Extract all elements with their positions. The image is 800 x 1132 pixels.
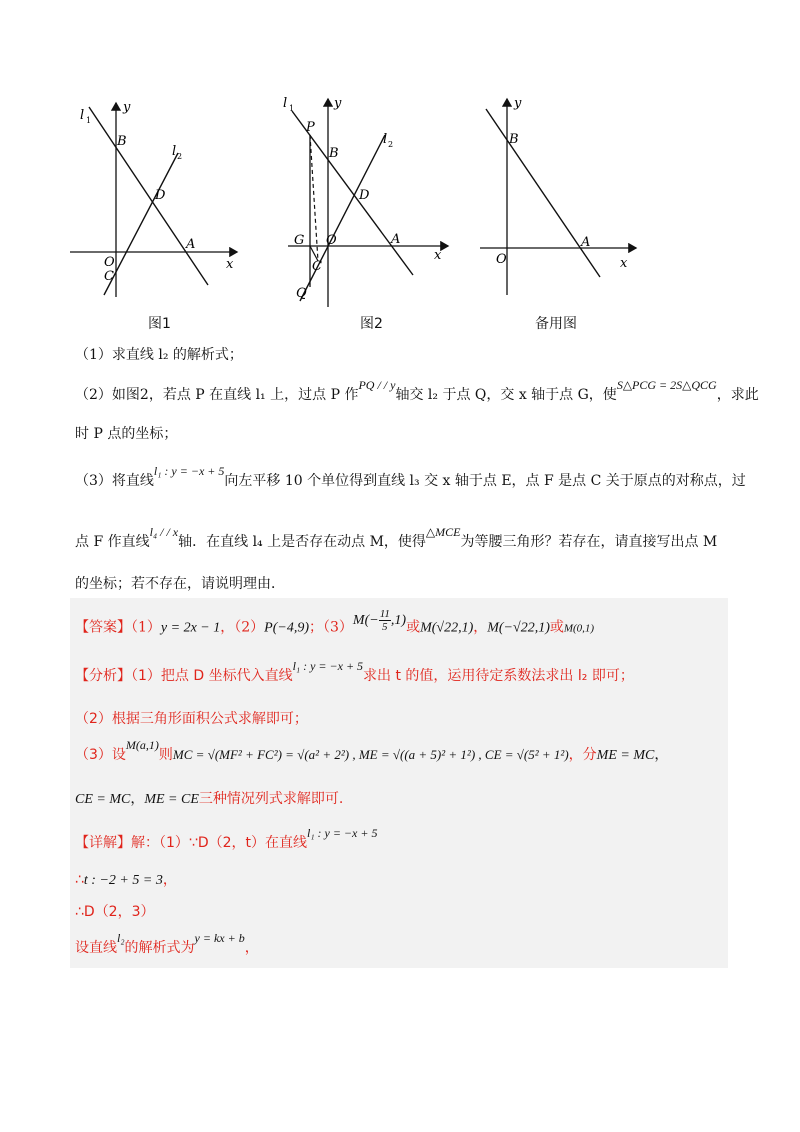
answer-or-1: 或 [406,619,421,636]
label-O: O [326,233,337,248]
figure-3-caption: 备用图 [535,316,577,332]
detail-math-ykxb: y = kx + b [194,931,245,945]
label-A: A [581,235,591,250]
analysis-line-1 [75,659,634,687]
label-l2-sub: 2 [388,140,394,149]
analysis-line-2: （2）根据三角形面积公式求解即可； [75,711,308,727]
label-C: C [104,269,114,284]
label-B: B [509,132,519,147]
detail-comma-2: ， [244,940,259,956]
label-B: B [329,146,339,161]
figure-1-graph [60,95,250,305]
answer-part-3-expr-1 [352,608,407,633]
answer-part-1-label: （1） [131,619,161,636]
q2-math-pq: PQ / / y [358,378,396,392]
label-O: O [496,252,507,267]
detail-line-1 [75,826,378,854]
m1-post: ,1) [390,612,407,628]
detail-line-3: ∴D（2，3） [75,904,155,920]
frac-den: 5 [382,621,388,633]
label-P: P [306,120,315,135]
detail-text-1: 解：（1）∵D（2，t）在直线 [131,835,307,851]
q3-text-b: 向左平移 10 个单位得到直线 l₃ 交 x 轴于点 E，点 F 是点 C 关于原点的对称点，过 [224,473,746,489]
figures-row [60,95,660,335]
analysis-text-1: （1）把点 D 坐标代入直线 [131,668,293,684]
answer-part-2-expr: P(−4,9) [264,620,309,636]
figure-2-graph [280,95,460,315]
detail-comma: ， [162,872,177,888]
q3-text-c: 点 F 作直线 [75,534,150,550]
detail-text-4: 设直线 [75,940,117,956]
analysis-text-4: （3）设 [75,747,126,763]
label-O: O [104,255,115,270]
answer-tag: 【答案】 [75,619,131,636]
detail-therefore-1: ∴ [75,872,84,888]
label-l1: l [283,96,288,111]
analysis-math-formulas: MC = √(MF² + FC²) = √(a² + 2²) , ME = √((a + 5)² + 1²) , CE = √(5² + 1²) [172,747,569,762]
figure-2-caption: 图2 [360,316,383,332]
detail-math-l2: l₂ [117,931,125,945]
answer-or-2: 或 [549,619,564,636]
analysis-text-2: 求出 t 的值，运用待定系数法求出 l₂ 即可； [363,668,634,684]
question-1: （1）求直线 l₂ 的解析式； [75,347,243,363]
label-B: B [117,134,127,149]
figure-1-caption: 图1 [148,316,171,332]
detail-line-4 [75,931,259,959]
detail-math-t: t : −2 + 5 = 3 [83,873,163,888]
line-l2 [300,135,385,301]
figure-1 [60,95,250,332]
analysis-line-3 [75,738,669,767]
label-A: A [391,232,401,247]
question-2-line-2: 时 P 点的坐标； [75,426,178,442]
analysis-line-4 [75,788,343,811]
answer-part-3-label: ；（3） [309,619,353,636]
q3-math-triangle: △MCE [425,525,461,539]
label-l2: l [172,144,177,159]
question-3-line-3: 的坐标；若不存在，请说明理由． [75,576,285,592]
figure-2 [280,95,460,332]
label-A: A [186,237,196,252]
label-l1-sub: 1 [86,116,92,125]
q3-text-d: 轴．在直线 l₄ 上是否存在动点 M，使得 [178,534,426,550]
analysis-text-6: ，分 [568,747,597,763]
label-D: D [359,188,370,203]
analysis-math-me-mc: ME = MC [596,748,655,763]
q3-text-e: 为等腰三角形？若存在，请直接写出点 M [460,534,718,550]
answer-part-1-expr: y = 2x − 1 [160,620,221,636]
label-x: x [434,248,442,263]
analysis-comma-1: ， [654,747,669,763]
label-G: G [294,233,305,248]
q2-text-c: ，求此 [716,387,759,403]
answer-panel [70,598,728,968]
figure-3 [470,95,650,332]
label-C: C [312,259,322,274]
figure-3-graph [470,95,650,305]
answer-part-3-expr-4: M(0,1) [563,622,595,635]
answer-comma: ， [473,619,488,636]
frac-num: 11 [379,608,390,620]
answer-part-2-label: ，（2） [220,619,265,636]
answer-line [75,608,595,641]
label-x: x [226,257,234,272]
analysis-comma-2: ， [130,791,145,807]
fraction-11-5 [379,608,391,633]
analysis-math-me-ce: ME = CE [144,792,199,807]
q2-text-a: （2）如图2，若点 P 在直线 l₁ 上，过点 P 作 [75,387,359,403]
segment-PC [310,135,318,261]
detail-text-5: 的解析式为 [124,940,195,956]
label-y: y [514,96,522,111]
label-y: y [334,96,342,111]
detail-line-2 [75,869,177,892]
answer-part-3-expr-3: M(−√22,1) [487,620,550,636]
q3-math-l1: l₁ : y = −x + 5 [153,464,225,478]
q3-text-a: （3）将直线 [75,473,154,489]
label-x: x [620,256,628,271]
q3-math-l4: l₄ / / x [149,525,179,539]
analysis-tag: 【分析】 [75,668,131,684]
label-y: y [123,100,131,115]
question-3-line-1 [75,464,746,492]
detail-tag: 【详解】 [75,835,131,851]
label-l1-sub: 1 [289,104,295,113]
q2-text-b: 轴交 l₂ 于点 Q，交 x 轴于点 G，使 [395,387,617,403]
question-3-line-2 [75,525,718,553]
label-l2-sub: 2 [177,152,183,161]
m1-pre: M(− [352,612,379,628]
analysis-math-ce-mc: CE = MC [75,792,131,807]
label-D: D [155,188,166,203]
label-Q: Q [296,286,307,301]
label-l2: l [383,132,388,147]
analysis-math-l1: l₁ : y = −x + 5 [292,659,364,673]
analysis-text-5: 则 [158,747,173,763]
label-l1: l [80,108,85,123]
answer-part-3-expr-2: M(√22,1) [420,620,474,636]
analysis-math-m: M(a,1) [125,738,159,752]
detail-math-l1: l₁ : y = −x + 5 [307,826,378,840]
question-2-line-1 [75,378,759,406]
q2-math-area: S△PCG = 2S△QCG [616,378,717,392]
analysis-text-9: 三种情况列式求解即可. [198,791,344,807]
